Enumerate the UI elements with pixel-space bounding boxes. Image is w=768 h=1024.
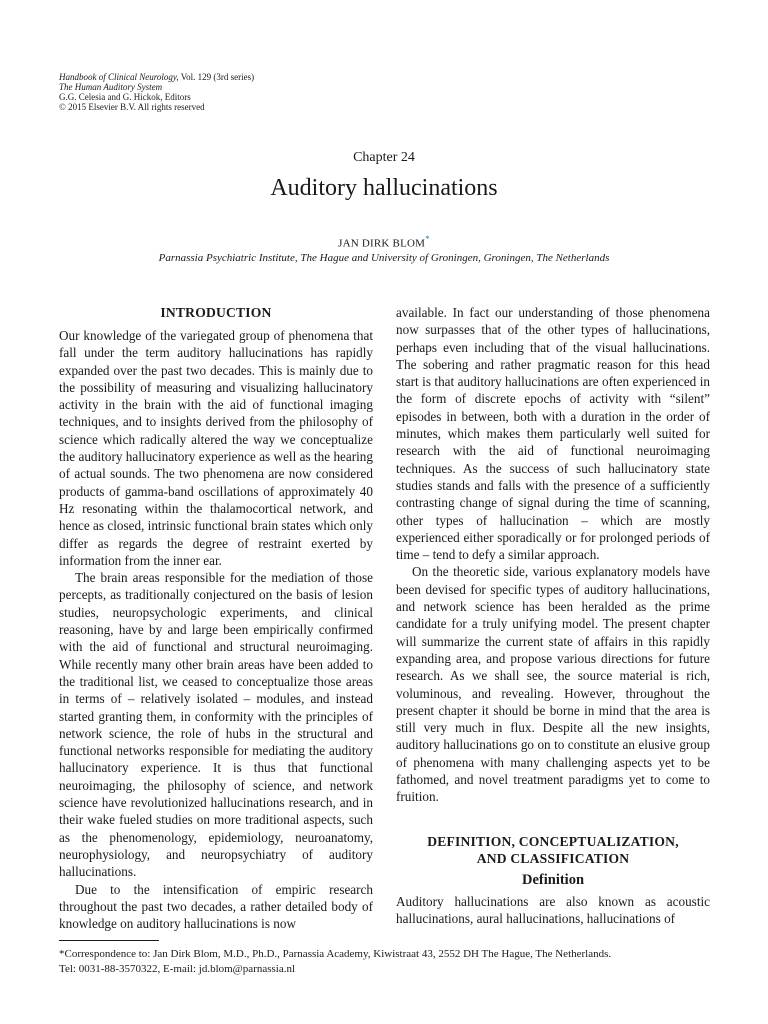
series-line xyxy=(59,72,254,82)
copyright-line: © 2015 Elsevier B.V. All rights reserved xyxy=(59,102,205,112)
correspondence-footnote xyxy=(59,947,711,977)
footnote-divider xyxy=(59,940,159,941)
intro-paragraph-2: The brain areas responsible for the mediation of those percepts, as traditionally conjectured on the basis of lesion studies, neuropsychologic experiments, and clinical reasoning, have by and large been empirically confirmed with the aid of functional and structural neuroimaging. While recently many other brain areas have been added to the traditional list, we ceased to conceptualize those areas in terms of – relatively isolated – modules, and instead started granting them, in conformity with the principles of network science, the role of hubs in the structural and functional networks responsible for mediating the auditory hallucinatory experience. It is thus that functional neuroimaging, the philosophy of science, and network science have revolutionized hallucinations research, and in their wake fueled studies on more traditional aspects, such as the phenomenology, epidemiology, neuroanatomy, neurophysiology, and neuropsychiatry of auditory hallucinations. xyxy=(59,570,373,880)
definition-section-heading xyxy=(396,833,710,867)
definition-paragraph-1: Auditory hallucinations are also known as acoustic hallucinations, aural hallucinations, hallucinations of xyxy=(396,893,710,927)
introduction-heading: INTRODUCTION xyxy=(160,305,272,320)
definition-heading-line-2: AND CLASSIFICATION xyxy=(476,850,630,866)
intro-paragraph-3-continued: available. In fact our understanding of those phenomena now surpasses that of the other types of hallucinations, perhaps even including that of the visual hallucinations. The sobering and rather pragmatic reason for this head start is that auditory hallucinations are often experienced in the form of discrete epochs of activity with “silent” episodes in between, both with a duration in the order of minutes, which makes them particularly well suited for research with the aid of functional neuroimaging techniques. As the success of such hallucinatory state studies stands and falls with the presence of a sufficiently contrasting change of signal during the time of scanning, other types of hallucination – which are mostly experienced either sporadically or for prolonged periods of time – tend to defy a similar approach. xyxy=(396,305,710,563)
author-name: JAN DIRK BLOM xyxy=(338,237,426,250)
author-line xyxy=(0,234,768,250)
series-volume: Vol. 129 (3rd series) xyxy=(178,72,255,82)
left-column xyxy=(59,304,373,932)
correspondence-marker[interactable]: * xyxy=(425,234,430,244)
right-column xyxy=(396,304,710,928)
footnote-line-1: *Correspondence to: Jan Dirk Blom, M.D., Ph.D., Parnassia Academy, Kiwistraat 43, 2552 DH The Hague, The Netherlands. xyxy=(59,948,612,960)
chapter-number: Chapter 24 xyxy=(353,150,415,165)
footnote-line-2: Tel: 0031-88-3570322, E-mail: jd.blom@parnassia.nl xyxy=(59,963,296,975)
definition-heading-line-1: DEFINITION, CONCEPTUALIZATION, xyxy=(427,833,679,849)
intro-paragraph-4: On the theoretic side, various explanatory models have been devised for specific types of auditory hallucinations, and network science has been heralded as the prime candidate for a truly unifying model. The present chapter will summarize the current state of affairs in this rapidly expanding area, and propose various directions for future research. As we shall see, the source material is rich, voluminous, and revealing. However, throughout the present chapter it should be borne in mind that the area is still very much in flux. Despite all the new insights, auditory hallucinations go on to constitute an elusive group of phenomena with many challenging aspects yet to be fathomed, and novel treatment paradigms yet to come to fruition. xyxy=(396,564,710,805)
series-title: Handbook of Clinical Neurology, xyxy=(59,72,179,82)
editors-line: G.G. Celesia and G. Hickok, Editors xyxy=(59,92,191,102)
chapter-title: Auditory hallucinations xyxy=(270,175,498,201)
intro-paragraph-1: Our knowledge of the variegated group of phenomena that fall under the term auditory hallucinations has rapidly expanded over the past two decades. This is mainly due to the possibility of measuring and visualizing hallucinatory activity in the brain with the aid of functional imaging techniques, and to insights derived from the philosophy of science which radically altered the way we conceptualize the auditory hallucinatory experience as well as the hearing of actual sounds. The two phenomena are now considered products of gamma-band oscillations of approximately 40 Hz resonating within the thalamocortical network, and hence as closed, intrinsic functional brain states which only differ as regards the degree of restraint exerted by information from the inner ear. xyxy=(59,328,373,568)
book-title-text: The Human Auditory System xyxy=(59,82,163,92)
book-title xyxy=(59,82,254,92)
definition-subheading: Definition xyxy=(521,871,585,888)
intro-paragraph-3: Due to the intensification of empiric research throughout the past two decades, a rather detailed body of knowledge on auditory hallucinations is now xyxy=(59,881,373,932)
author-affiliation: Parnassia Psychiatric Institute, The Hague and University of Groningen, Groningen, The Netherlands xyxy=(158,252,610,264)
book-metadata xyxy=(59,72,254,112)
